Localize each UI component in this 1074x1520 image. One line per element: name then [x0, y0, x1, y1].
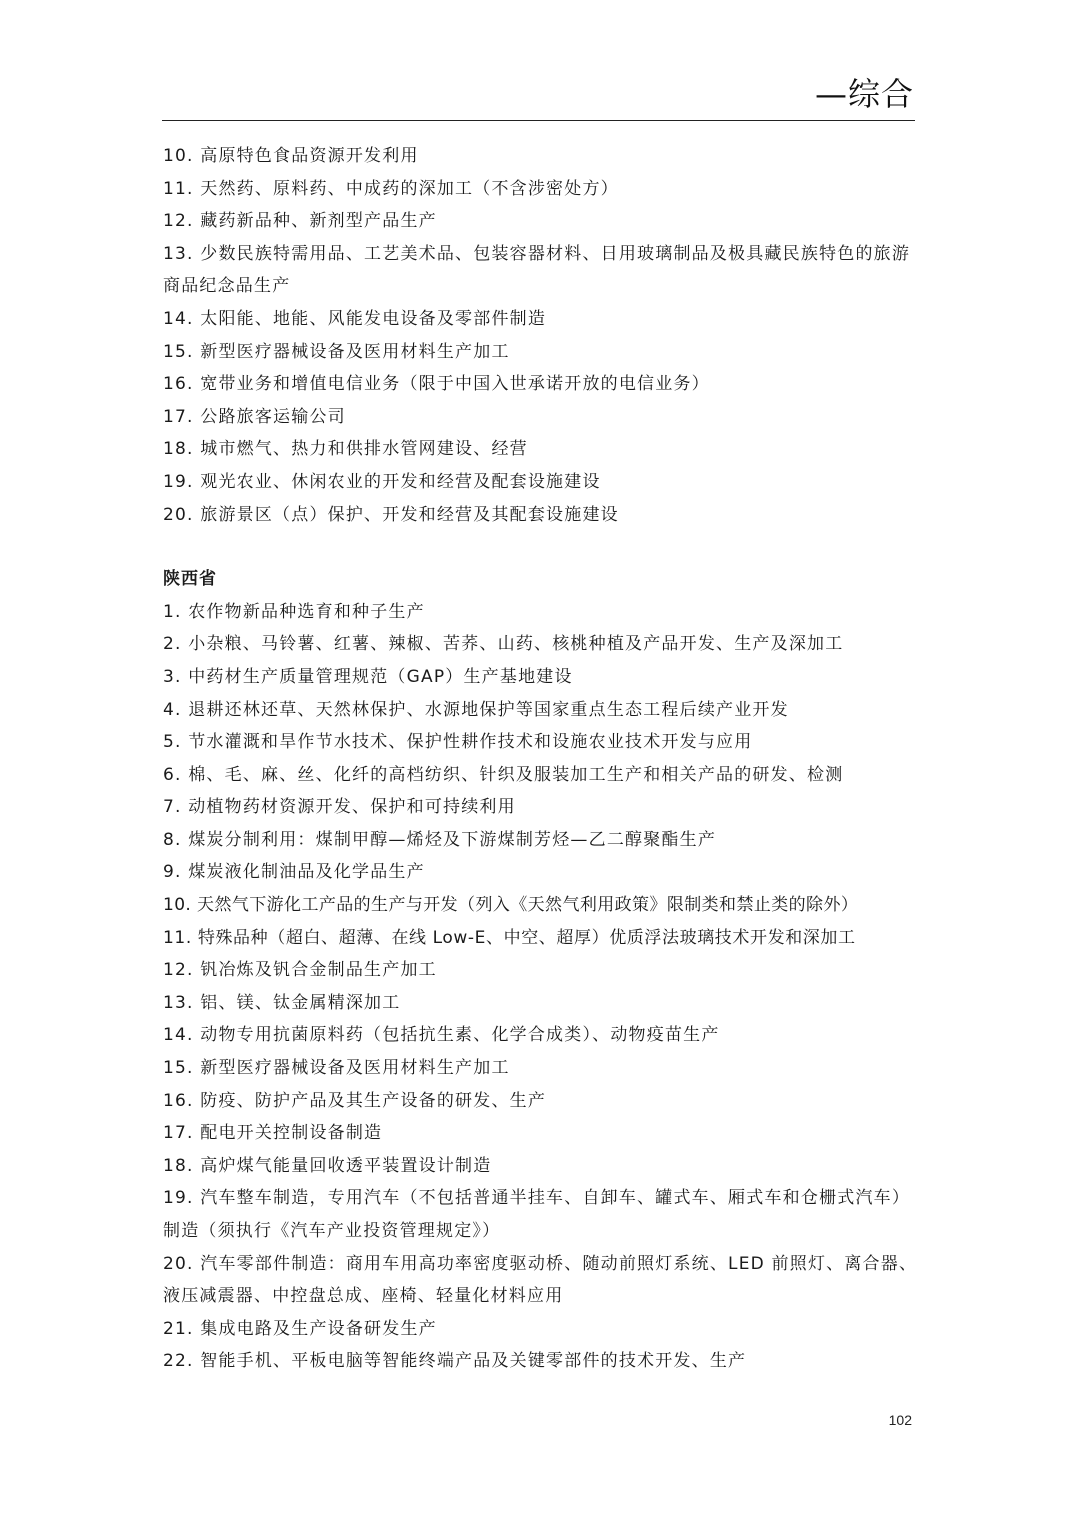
- list-item: 19. 观光农业、休闲农业的开发和经营及配套设施建设: [163, 471, 601, 492]
- list-item: 13. 少数民族特需用品、工艺美术品、包装容器材料、日用玻璃制品及极具藏民族特色的旅游商品纪念品生产: [163, 243, 911, 297]
- list-item: 11. 特殊品种（超白、超薄、在线 Low-E、中空、超厚）优质浮法玻璃技术开发和深加工: [163, 927, 856, 948]
- list-item: 13. 铝、镁、钛金属精深加工: [163, 992, 401, 1013]
- list-item: 20. 旅游景区（点）保护、开发和经营及其配套设施建设: [163, 504, 619, 525]
- list-item: 16. 防疫、防护产品及其生产设备的研发、生产: [163, 1090, 547, 1111]
- list-item: 10. 天然气下游化工产品的生产与开发（列入《天然气利用政策》限制类和禁止类的除外）: [163, 895, 859, 916]
- list-item: 8. 煤炭分制利用：煤制甲醇—烯烃及下游煤制芳烃—乙二醇聚酯生产: [163, 829, 717, 850]
- header-divider: [162, 120, 915, 121]
- list-item: 21. 集成电路及生产设备研发生产: [163, 1318, 437, 1339]
- list-item: 7. 动植物药材资源开发、保护和可持续利用: [163, 797, 516, 818]
- section-heading: 陕西省: [163, 569, 217, 590]
- list-item: 10. 高原特色食品资源开发利用: [163, 146, 419, 166]
- list-item: 18. 高炉煤气能量回收透平装置设计制造: [163, 1155, 492, 1176]
- page-number: 102: [888, 1412, 912, 1428]
- list-item: 1. 农作物新品种选育和种子生产: [163, 601, 425, 622]
- list-item: 17. 配电开关控制设备制造: [163, 1123, 383, 1144]
- list-item: 17. 公路旅客运输公司: [163, 406, 346, 427]
- section-shaanxi: [163, 563, 923, 1378]
- list-item: 6. 棉、毛、麻、丝、化纤的高档纺织、针织及服装加工生产和相关产品的研发、检测: [163, 764, 844, 785]
- list-item: 15. 新型医疗器械设备及医用材料生产加工: [163, 1058, 510, 1079]
- document-body: [163, 140, 923, 1378]
- list-item: 11. 天然药、原料药、中成药的深加工（不含涉密处方）: [163, 178, 619, 199]
- list-item: 2. 小杂粮、马铃薯、红薯、辣椒、苦荞、山药、核桃种植及产品开发、生产及深加工: [163, 634, 844, 655]
- list-item: 14. 太阳能、地能、风能发电设备及零部件制造: [163, 308, 547, 329]
- list-item: 20. 汽车零部件制造：商用车用高功率密度驱动桥、随动前照灯系统、LED 前照灯、离合器、液压减震器、中控盘总成、座椅、轻量化材料应用: [163, 1253, 918, 1307]
- list-item: 19. 汽车整车制造，专用汽车（不包括普通半挂车、自卸车、罐式车、厢式车和仓栅式汽车）制造（须执行《汽车产业投资管理规定》）: [163, 1188, 911, 1241]
- list-continuation: [163, 140, 923, 531]
- list-item: 3. 中药材生产质量管理规范（GAP）生产基地建设: [163, 666, 573, 687]
- list-item: 9. 煤炭液化制油品及化学品生产: [163, 862, 425, 883]
- list-item: 4. 退耕还林还草、天然林保护、水源地保护等国家重点生态工程后续产业开发: [163, 699, 789, 720]
- list-item: 5. 节水灌溉和旱作节水技术、保护性耕作技术和设施农业技术开发与应用: [163, 732, 753, 753]
- section-spacer: [163, 531, 923, 563]
- list-item: 15. 新型医疗器械设备及医用材料生产加工: [163, 341, 510, 362]
- list-item: 18. 城市燃气、热力和供排水管网建设、经营: [163, 439, 528, 460]
- list-item: 12. 藏药新品种、新剂型产品生产: [163, 211, 437, 232]
- list-item: 16. 宽带业务和增值电信业务（限于中国入世承诺开放的电信业务）: [163, 374, 710, 395]
- list-item: 12. 钒冶炼及钒合金制品生产加工: [163, 960, 437, 981]
- list-item: 22. 智能手机、平板电脑等智能终端产品及关键零部件的技术开发、生产: [163, 1351, 747, 1372]
- list-item: 14. 动物专用抗菌原料药（包括抗生素、化学合成类）、动物疫苗生产: [163, 1025, 720, 1046]
- page-header-title: —综合: [814, 75, 914, 113]
